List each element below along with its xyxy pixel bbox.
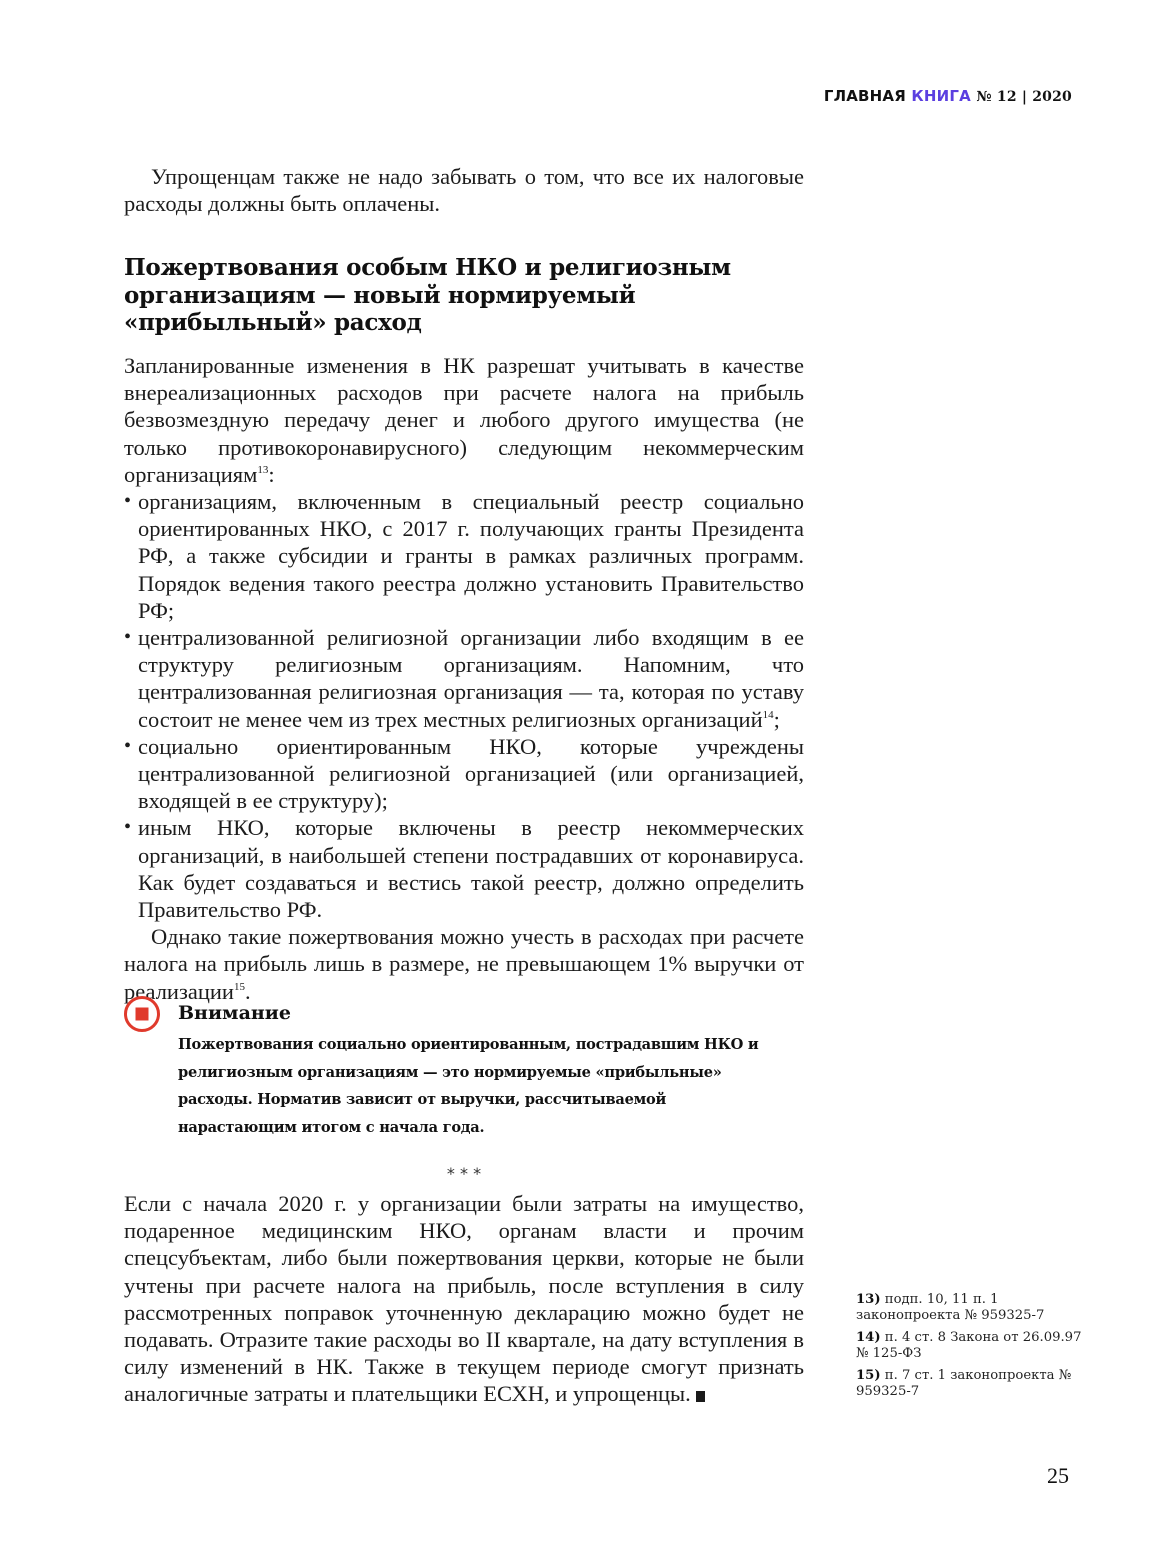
footnote-ref[interactable]: 15 [233,980,245,993]
lead-paragraph [124,352,804,488]
final-block [124,1190,804,1408]
list-item-text: организациям, включенным в специальный реестр социально ориентированных НКО, с 2017 г. получающих гранты Президента РФ, а также субсидии и гранты в рамках различных программ. Порядок ведения такого реестра должно установить Правительство РФ; [138,489,804,623]
footnotes [856,1292,1086,1406]
footnote [856,1292,1086,1324]
footnote-number: 13) [856,1292,881,1307]
attention-body: Пожертвования социально ориентированным, пострадавшим НКО и религиозным организациям — это нормируемые «прибыльные» расходы. Норматив зависит от выручки, рассчитываемой нарастающим итогом с начала года. [178,1036,759,1136]
footnote [856,1330,1086,1362]
closing-paragraph [124,923,804,1005]
running-header [824,87,1072,105]
list-item [124,488,804,624]
section-heading [124,254,804,337]
footnote-text: п. 4 ст. 8 Закона от 26.09.97 № 125-ФЗ [856,1330,1082,1361]
lead-text: Запланированные изменения в НК разрешат учитывать в качестве внереализационных расходов при расчете налога на прибыль безвозмездную передачу денег и любого другого имущества (не только противокоронавирусного) следующим некоммерческим организациям [124,353,804,487]
heading-line: организациям — новый нормируемый [124,281,636,309]
attention-title: Внимание [178,1002,291,1024]
intro-block [124,163,804,217]
footnote-text: п. 7 ст. 1 законопроекта № 959325-7 [856,1368,1072,1399]
heading-line: Пожертвования особым НКО и религиозным [124,254,731,281]
bullet-list [124,488,804,923]
list-item [124,733,804,815]
punct: : [268,461,275,487]
section-separator: * * * [446,1164,482,1183]
footnote [856,1368,1086,1400]
closing-text: Однако такие пожертвования можно учесть в расходах при расчете налога на прибыль лишь в размере, не превышающем 1% выручки от реализации [124,924,804,1004]
list-item-text: централизованной религиозной организации либо входящим в ее структуру религиозным организациям. Напомним, что централизованная религиозная организация — та, которая по уставу состоит не менее чем из трех местных религиозных организаций [138,625,804,732]
attention-stop-icon [124,996,160,1032]
list-item [124,624,804,733]
final-text: Если с начала 2020 г. у организации были затраты на имущество, подаренное медицинским НКО, органам власти и прочим спецсубъектам, либо были пожертвования церкви, которые не были учтены при расчете налога на прибыль, после вступления в силу рассмотренных поправок уточненную декларацию можно будет не подавать. Отразите такие расходы во II квартале, на дату вступления в силу изменений в НК. Также в текущем периоде смогут признать аналогичные затраты и плательщики ЕСХН, и упрощенцы. [124,1191,804,1407]
intro-paragraph: Упрощенцам также не надо забывать о том, что все их налоговые расходы должны быть оплачены. [124,164,804,217]
list-item-text: социально ориентированным НКО, которые учреждены централизованной религиозной организацией (или организацией, входящей в ее структуру); [138,733,804,814]
section-body [124,352,804,1005]
heading-line: «прибыльный» расход [124,309,422,336]
list-item [124,814,804,923]
punct: . [244,978,251,1004]
punct: ; [773,706,780,732]
end-of-article-mark [696,1391,705,1402]
footnote-ref[interactable]: 14 [762,708,774,721]
footnote-ref[interactable]: 13 [257,463,269,476]
page-number: 25 [1047,1463,1069,1488]
footnote-number: 15) [856,1368,881,1383]
footnote-text: подп. 10, 11 п. 1 законопроекта № 959325-7 [856,1292,1045,1323]
brand-name-part2: КНИГА [911,87,971,105]
footnote-number: 14) [856,1330,881,1345]
list-item-text: иным НКО, которые включены в реестр некоммерческих организаций, в наибольшей степени пострадавших от коронавируса. Как будет создаваться и вестись такой реестр, должно определить Правительство РФ. [138,815,804,923]
issue-number: № 12 | 2020 [976,89,1072,105]
brand-name-part1: ГЛАВНАЯ [823,87,906,105]
final-paragraph [124,1190,804,1408]
